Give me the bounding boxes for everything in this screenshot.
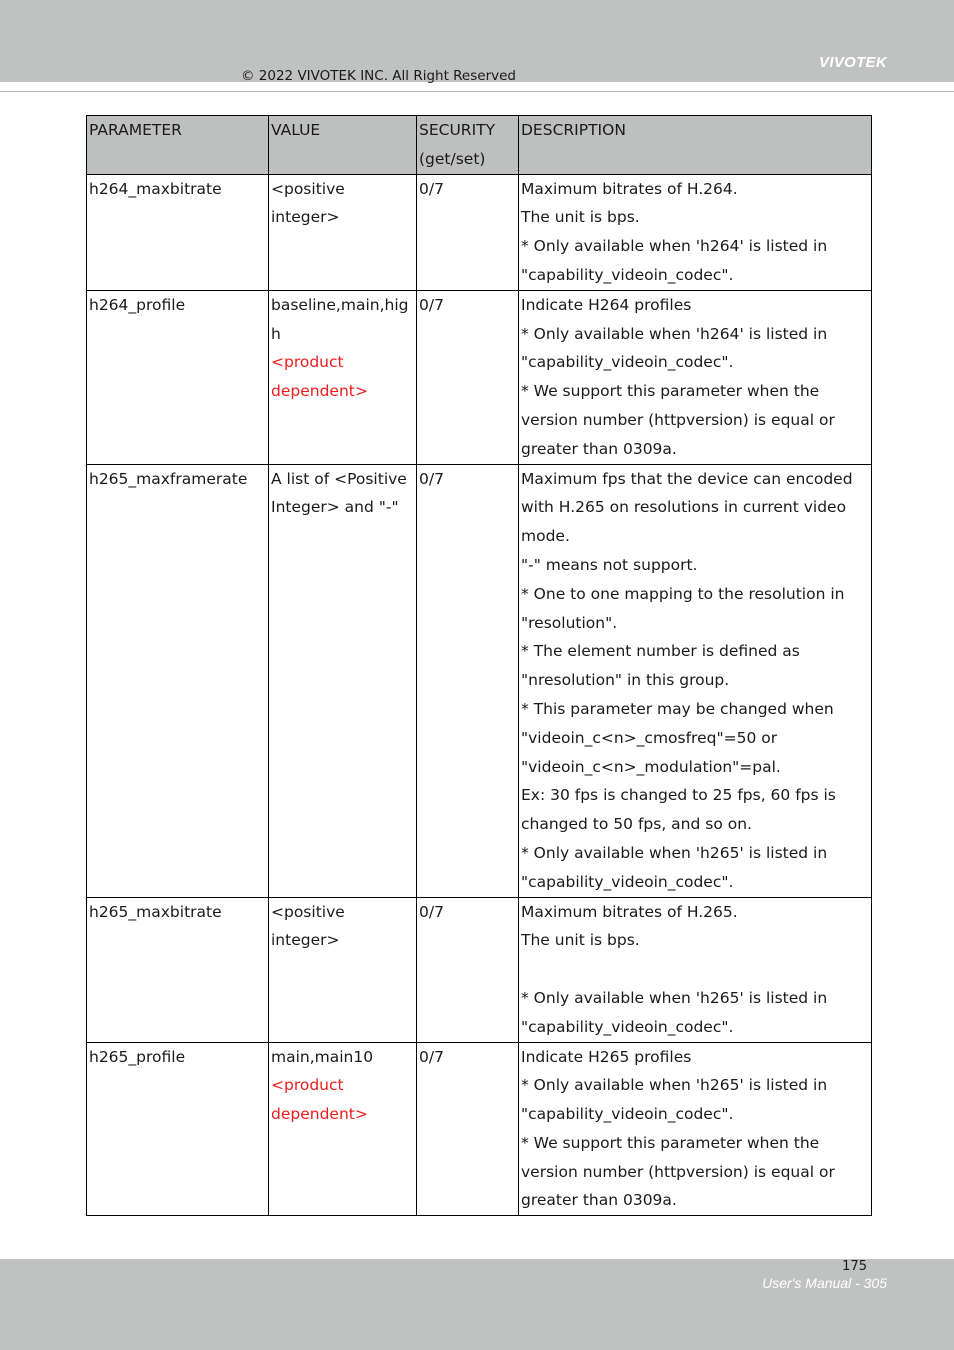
description-line: The unit is bps. (521, 931, 640, 950)
cell-value (269, 1042, 417, 1216)
cell-description (519, 464, 872, 897)
cell-parameter: h265_maxframerate (87, 464, 269, 897)
cell-value (269, 897, 417, 1042)
description-line: * One to one mapping to the resolution in "resolution". (521, 584, 845, 632)
header-security-line: SECURITY (419, 121, 496, 139)
description-line: Maximum fps that the device can encoded with H.265 on resolutions in current video mode. (521, 469, 853, 546)
header-description: DESCRIPTION (519, 116, 872, 175)
cell-parameter: h264_profile (87, 290, 269, 464)
value-text: A list of <Positive Integer> and "-" (271, 469, 407, 517)
header-security-line: (get/set) (419, 149, 486, 168)
value-note: <product (271, 353, 344, 372)
cell-security: 0/7 (417, 1042, 519, 1216)
description-line: The unit is bps. (521, 208, 640, 227)
table-row (87, 174, 872, 290)
description-line: * Only available when 'h265' is listed in "capability_videoin_codec". (521, 988, 828, 1036)
cell-description (519, 174, 872, 290)
cell-description (519, 1042, 872, 1216)
description-line: * Only available when 'h264' is listed in "capability_videoin_codec". (521, 324, 828, 372)
cell-security: 0/7 (417, 174, 519, 290)
table-row (87, 1042, 872, 1216)
header-value: VALUE (269, 116, 417, 175)
cell-parameter: h264_maxbitrate (87, 174, 269, 290)
cell-security: 0/7 (417, 464, 519, 897)
value-text: <positive integer> (271, 179, 345, 227)
header-parameter: PARAMETER (87, 116, 269, 175)
description-line (521, 955, 870, 984)
value-note: <product (271, 1076, 344, 1095)
footer-band (0, 1259, 954, 1350)
cell-parameter: h265_profile (87, 1042, 269, 1216)
cell-value (269, 464, 417, 897)
description-line: * Only available when 'h265' is listed in "capability_videoin_codec". (521, 843, 828, 891)
description-line: "-" means not support. (521, 555, 698, 574)
value-text: baseline,main,high (271, 295, 409, 343)
manual-page-label: User's Manual - 305 (762, 1275, 887, 1291)
cell-value (269, 174, 417, 290)
description-line: * Only available when 'h264' is listed in "capability_videoin_codec". (521, 237, 828, 284)
value-text: <positive integer> (271, 902, 345, 950)
description-line: * This parameter may be changed when "videoin_c<n>_cmosfreq"=50 or "videoin_c<n>_modulation"=pal. (521, 699, 834, 776)
cell-security: 0/7 (417, 290, 519, 464)
header-divider (0, 91, 954, 92)
cell-description (519, 897, 872, 1042)
value-note: dependent> (271, 1105, 368, 1124)
page-number: 175 (842, 1259, 867, 1274)
table-row (87, 897, 872, 1042)
cell-description (519, 290, 872, 464)
parameter-table (86, 115, 872, 1216)
header-security (417, 116, 519, 175)
cell-value (269, 290, 417, 464)
value-note: dependent> (271, 382, 368, 401)
brand-logo: VIVOTEK (819, 54, 887, 71)
value-text: main,main10 (271, 1047, 374, 1066)
description-line: Maximum bitrates of H.265. (521, 902, 738, 921)
description-line: * We support this parameter when the version number (httpversion) is equal or greater than 0309a. (521, 382, 835, 458)
copyright-notice: © 2022 VIVOTEK INC. All Right Reserved (241, 68, 516, 84)
table-row (87, 464, 872, 897)
description-line: Indicate H264 profiles (521, 295, 692, 314)
description-line: * The element number is defined as "nresolution" in this group. (521, 642, 800, 690)
table-row (87, 290, 872, 464)
cell-parameter: h265_maxbitrate (87, 897, 269, 1042)
description-line: * Only available when 'h265' is listed in "capability_videoin_codec". (521, 1076, 828, 1124)
description-line: Ex: 30 fps is changed to 25 fps, 60 fps is changed to 50 fps, and so on. (521, 786, 836, 834)
table-header-row (87, 116, 872, 175)
description-line: Maximum bitrates of H.264. (521, 179, 738, 198)
description-line: * We support this parameter when the version number (httpversion) is equal or greater than 0309a. (521, 1133, 835, 1210)
cell-security: 0/7 (417, 897, 519, 1042)
description-line: Indicate H265 profiles (521, 1047, 692, 1066)
